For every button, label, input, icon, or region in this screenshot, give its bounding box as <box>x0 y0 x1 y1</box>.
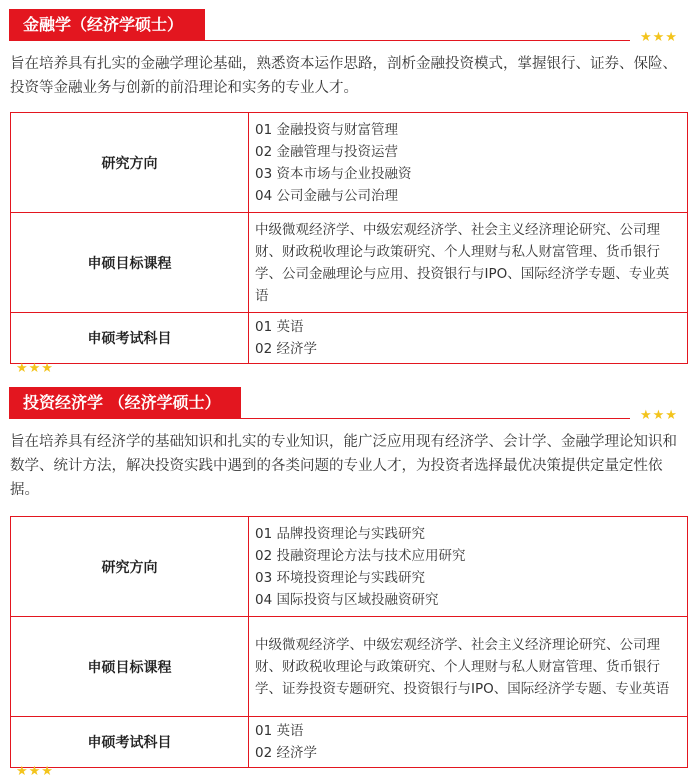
row-label: 申硕考试科目 <box>11 717 249 768</box>
section-intro: 旨在培养具有扎实的金融学理论基础，熟悉资本运作思路，剖析金融投资模式，掌握银行、证券、保险、投资等金融业务与创新的前沿理论和实务的专业人才。 <box>10 56 677 96</box>
list-item: 02 投融资理论方法与技术应用研究 <box>255 547 466 564</box>
list-item: 02 经济学 <box>255 341 317 357</box>
section-finance <box>0 9 698 45</box>
list-item: 01 金融投资与财富管理 <box>255 121 398 138</box>
row-label: 申硕目标课程 <box>11 213 249 313</box>
three-stars-icon: ★★★ <box>16 361 54 376</box>
row-label: 申硕目标课程 <box>11 617 249 717</box>
list-item: 04 公司金融与公司治理 <box>255 187 398 204</box>
info-table <box>10 516 688 768</box>
three-stars-icon: ★★★ <box>640 408 678 423</box>
header-divider <box>205 40 630 41</box>
list-item: 02 经济学 <box>255 745 317 761</box>
info-table <box>10 112 688 364</box>
three-stars-icon: ★★★ <box>16 764 54 779</box>
list-item: 02 金融管理与投资运营 <box>255 143 398 160</box>
row-value <box>249 717 688 768</box>
row-value: 中级微观经济学、中级宏观经济学、社会主义经济理论研究、公司理财、财政税收理论与政策研究、个人理财与私人财富管理、货币银行学、证券投资专题研究、投资银行与IPO、国际经济学专题、专业英语 <box>249 617 688 717</box>
row-value <box>249 313 688 364</box>
three-stars-icon: ★★★ <box>640 30 678 45</box>
table-row <box>11 213 688 313</box>
row-value <box>249 113 688 213</box>
row-label: 研究方向 <box>11 517 249 617</box>
row-value <box>249 517 688 617</box>
table-row <box>11 617 688 717</box>
list-item: 03 环境投资理论与实践研究 <box>255 569 425 586</box>
section-intro: 旨在培养具有经济学的基础知识和扎实的专业知识，能广泛应用现有经济学、会计学、金融学理论知识和数学、统计方法，解决投资实践中遇到的各类问题的专业人才，为投资者选择最优决策提供定量定性依据。 <box>10 434 677 498</box>
table-row <box>11 113 688 213</box>
list-item: 04 国际投资与区域投融资研究 <box>255 591 439 608</box>
header-divider <box>241 418 630 419</box>
table-row <box>11 717 688 768</box>
section-header <box>0 387 698 419</box>
list-item: 01 品牌投资理论与实践研究 <box>255 525 425 542</box>
list-item: 03 资本市场与企业投融资 <box>255 165 412 182</box>
row-label: 研究方向 <box>11 113 249 213</box>
row-label: 申硕考试科目 <box>11 313 249 364</box>
row-value: 中级微观经济学、中级宏观经济学、社会主义经济理论研究、公司理财、财政税收理论与政策研究、个人理财与私人财富管理、货币银行学、公司金融理论与应用、投资银行与IPO、国际经济学专题、专业英语 <box>249 213 688 313</box>
list-item: 01 英语 <box>255 319 304 335</box>
section-title: 投资经济学 （经济学硕士） <box>9 387 241 419</box>
table-row <box>11 517 688 617</box>
section-title: 金融学（经济学硕士） <box>9 9 205 41</box>
section-header <box>0 9 698 41</box>
list-item: 01 英语 <box>255 723 304 739</box>
section-investment-economics <box>0 387 698 423</box>
table-row <box>11 313 688 364</box>
